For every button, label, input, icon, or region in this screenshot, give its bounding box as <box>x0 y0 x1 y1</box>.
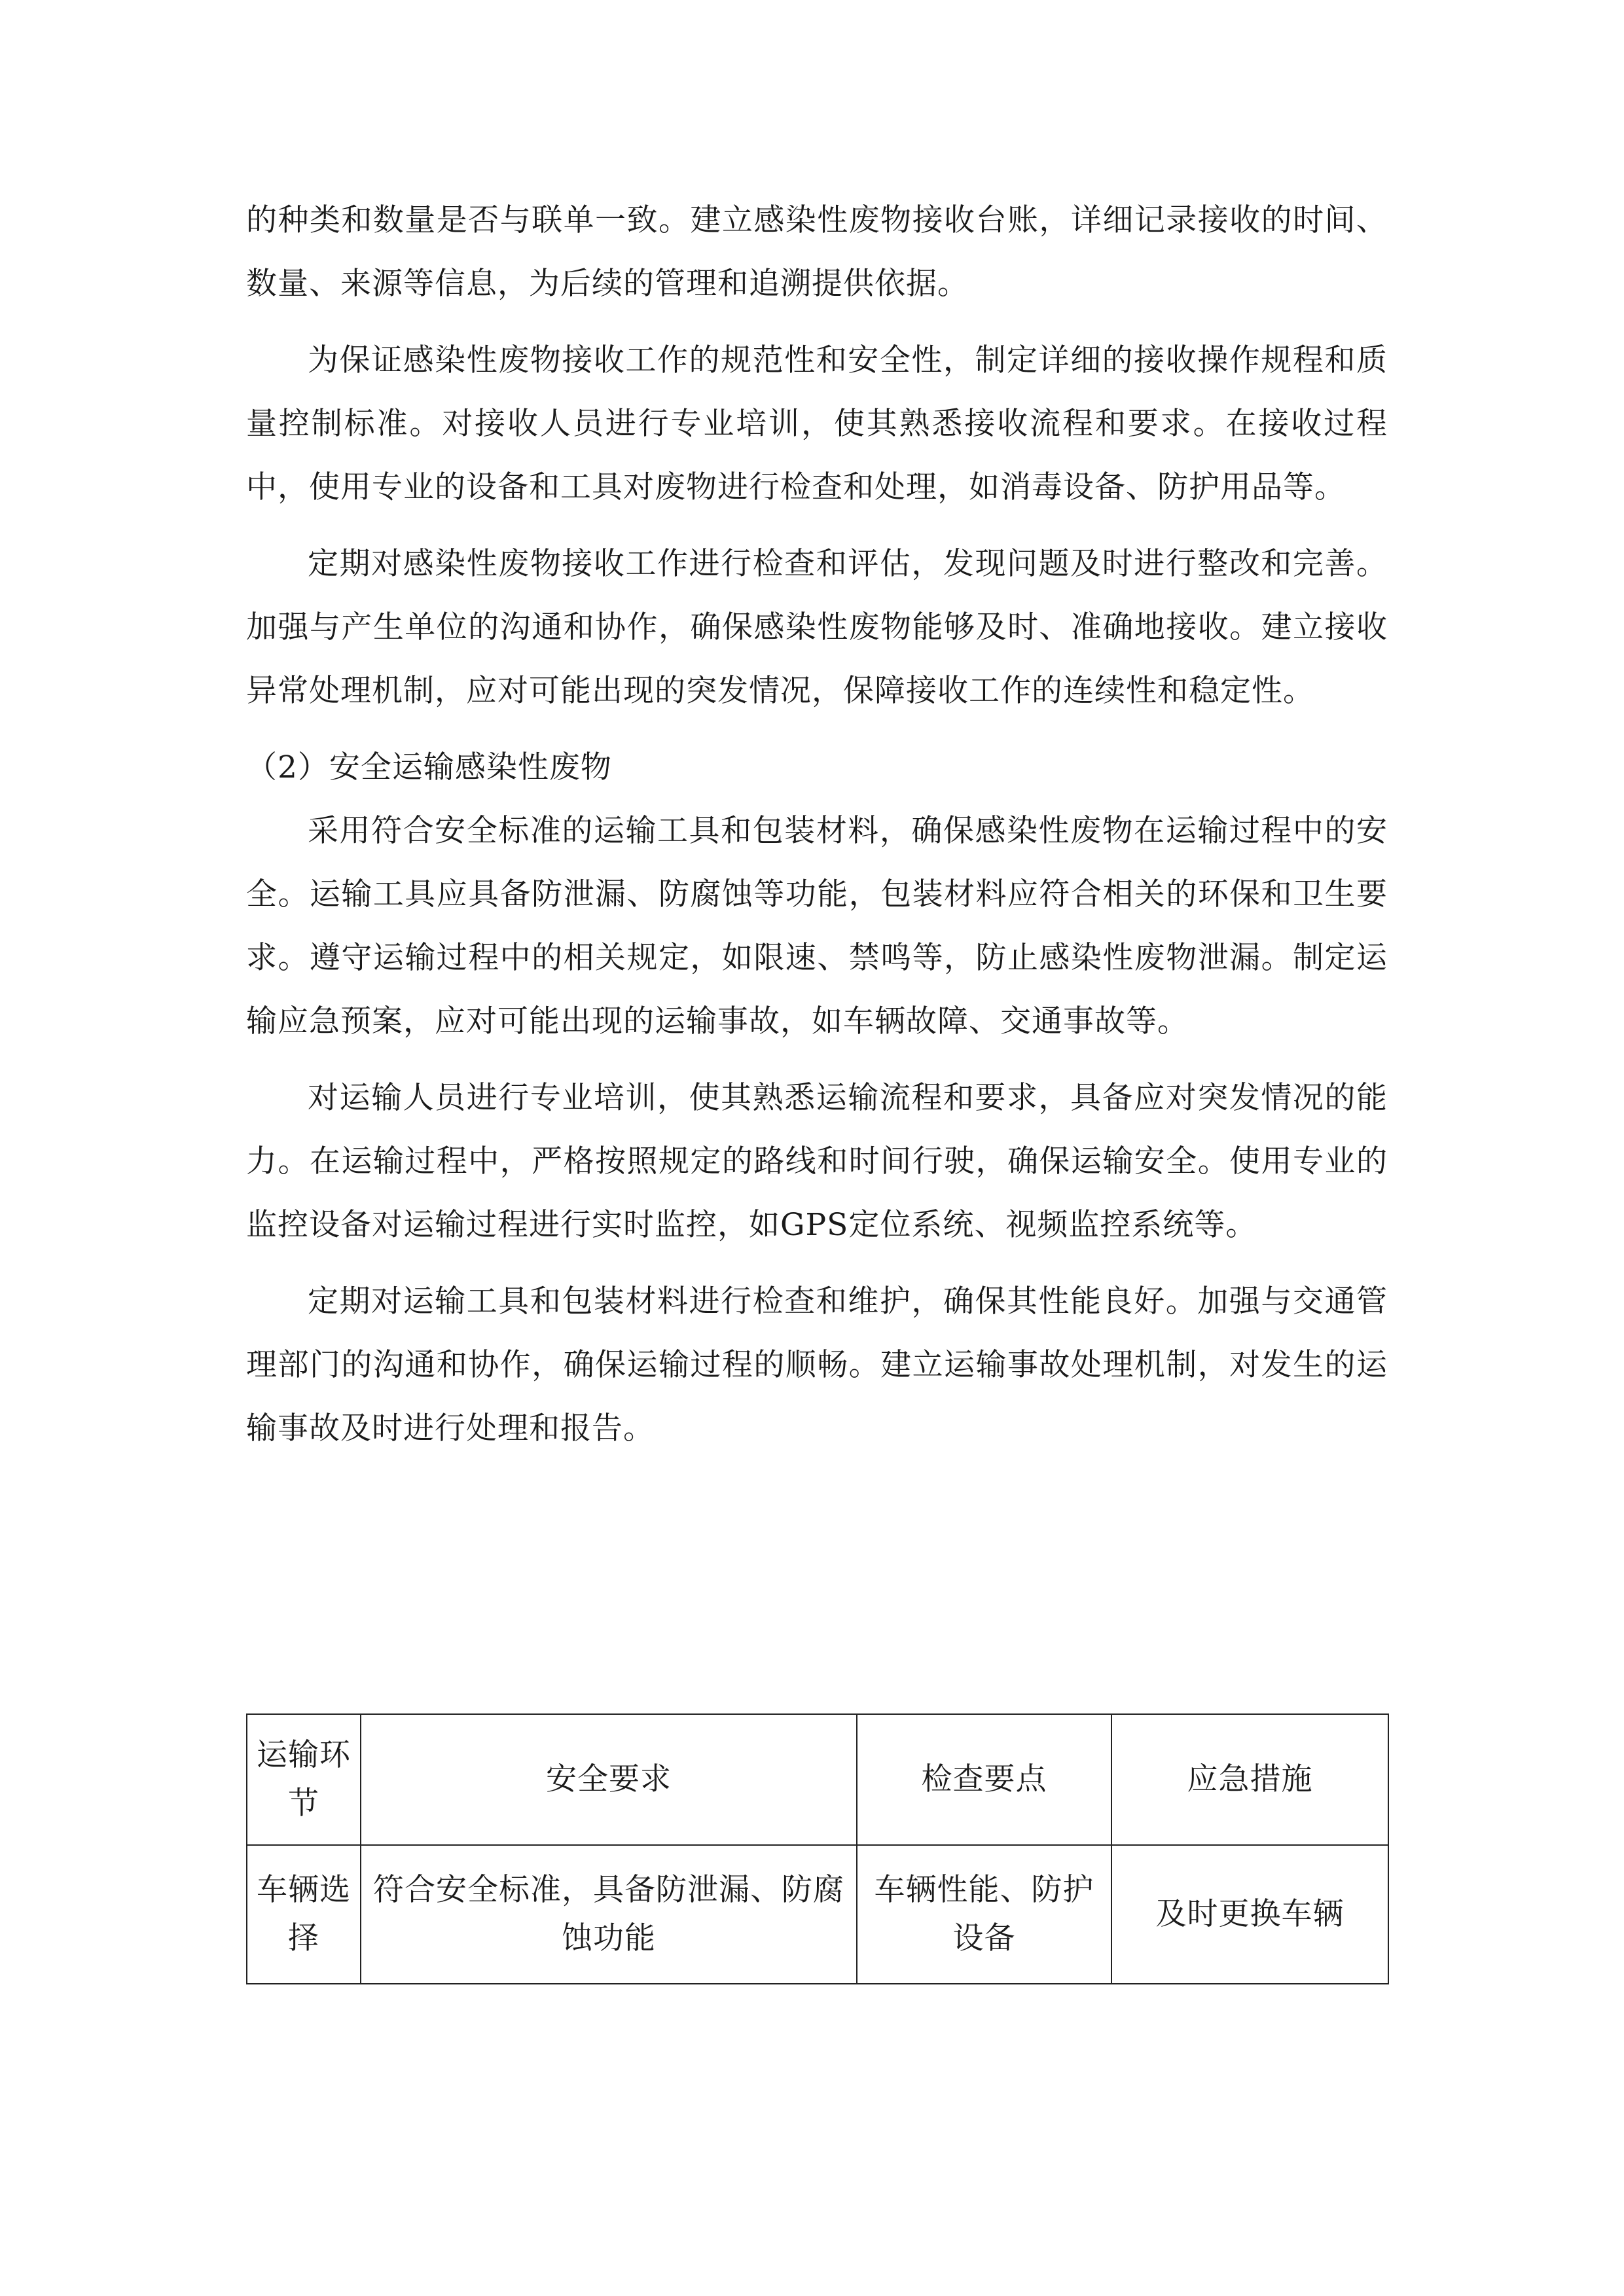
table-header-cell: 应急措施 <box>1111 1714 1388 1845</box>
table-header-cell: 运输环节 <box>247 1714 361 1845</box>
document-body <box>246 188 1388 1460</box>
table-header-cell: 安全要求 <box>361 1714 857 1845</box>
paragraph-continued: 的种类和数量是否与联单一致。建立感染性废物接收台账，详细记录接收的时间、数量、来源等信息，为后续的管理和追溯提供依据。 <box>246 202 1388 302</box>
paragraph-transport-tools: 采用符合安全标准的运输工具和包装材料，确保感染性废物在运输过程中的安全。运输工具应具备防泄漏、防腐蚀等功能，包装材料应符合相关的环保和卫生要求。遵守运输过程中的相关规定，如限速、禁鸣等，防止感染性废物泄漏。制定运输应急预案，应对可能出现的运输事故，如车辆故障、交通事故等。 <box>246 813 1388 1039</box>
paragraph-receiving-standards: 为保证感染性废物接收工作的规范性和安全性，制定详细的接收操作规程和质量控制标准。对接收人员进行专业培训，使其熟悉接收流程和要求。在接收过程中，使用专业的设备和工具对废物进行检查和处理，如消毒设备、防护用品等。 <box>246 342 1388 505</box>
table-cell: 车辆选择 <box>247 1845 361 1984</box>
table-header-row <box>247 1714 1388 1845</box>
paragraph-transport-staff: 对运输人员进行专业培训，使其熟悉运输流程和要求，具备应对突发情况的能力。在运输过程中，严格按照规定的路线和时间行驶，确保运输安全。使用专业的监控设备对运输过程进行实时监控，如GPS定位系统、视频监控系统等。 <box>246 1080 1388 1243</box>
transport-safety-table <box>246 1713 1389 1984</box>
table-cell: 车辆性能、防护设备 <box>857 1845 1111 1984</box>
table-row <box>247 1845 1388 1984</box>
table-header-cell: 检查要点 <box>857 1714 1111 1845</box>
table-cell: 及时更换车辆 <box>1111 1845 1388 1984</box>
paragraph-receiving-review: 定期对感染性废物接收工作进行检查和评估，发现问题及时进行整改和完善。加强与产生单位的沟通和协作，确保感染性废物能够及时、准确地接收。建立接收异常处理机制，应对可能出现的突发情况，保障接收工作的连续性和稳定性。 <box>246 546 1388 709</box>
section-heading: （2）安全运输感染性废物 <box>246 749 612 785</box>
paragraph-transport-maintenance: 定期对运输工具和包装材料进行检查和维护，确保其性能良好。加强与交通管理部门的沟通和协作，确保运输过程的顺畅。建立运输事故处理机制，对发生的运输事故及时进行处理和报告。 <box>246 1283 1388 1446</box>
table-cell: 符合安全标准，具备防泄漏、防腐蚀功能 <box>361 1845 857 1984</box>
